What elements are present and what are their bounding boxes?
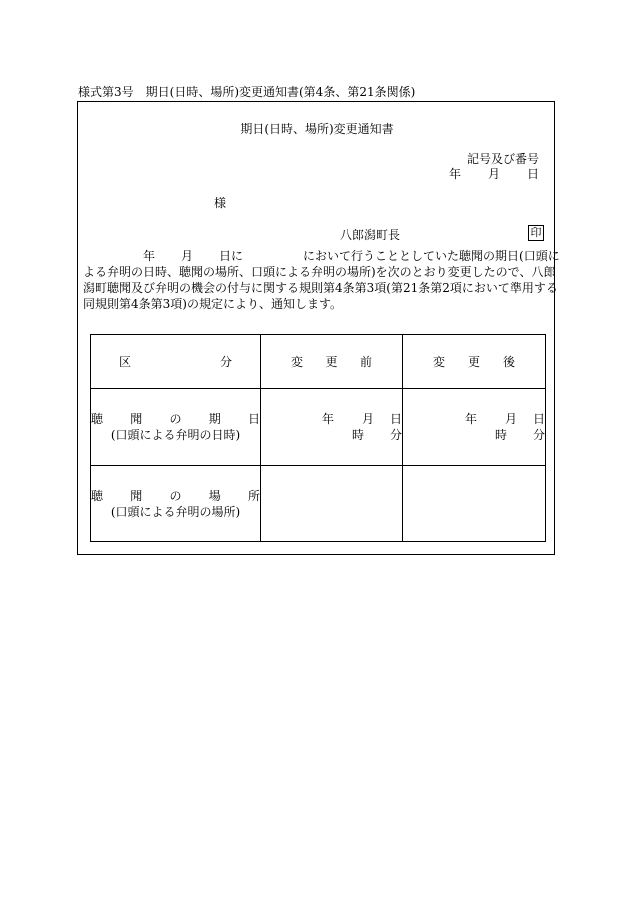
body-line-1 bbox=[83, 248, 560, 264]
form-caption: 様式第3号 期日(日時、場所)変更通知書(第4条、第21条関係) bbox=[78, 85, 416, 99]
label-char: 聞 bbox=[130, 412, 143, 426]
row-label-place bbox=[91, 466, 261, 542]
label-char: 聴 bbox=[91, 412, 104, 426]
before-datetime bbox=[261, 389, 403, 466]
header-after-char: 後 bbox=[502, 354, 515, 369]
header-category-char: 区 bbox=[119, 354, 132, 369]
issue-date-year: 年 bbox=[449, 167, 462, 181]
after-minute: 分 bbox=[532, 428, 545, 442]
label-char: 所 bbox=[247, 488, 260, 503]
addressee-suffix: 様 bbox=[214, 196, 227, 210]
header-category bbox=[91, 335, 261, 389]
table-row bbox=[91, 389, 546, 466]
after-hour: 時 bbox=[494, 428, 507, 442]
row-sublabel: (口頭による弁明の日時) bbox=[110, 428, 241, 442]
before-minute: 分 bbox=[389, 428, 402, 442]
after-month: 月 bbox=[504, 412, 517, 426]
body-line-2: よる弁明の日時、聴聞の場所、口頭による弁明の場所)を次のとおり変更したので、八郎 bbox=[83, 265, 556, 279]
seal-stamp-box: 印 bbox=[528, 225, 544, 241]
header-before-char: 前 bbox=[359, 354, 372, 369]
table-header-row bbox=[91, 335, 546, 389]
body-day: 日に bbox=[219, 249, 244, 263]
sender-name: 八郎潟町長 bbox=[340, 228, 401, 242]
label-char: 聞 bbox=[130, 488, 143, 503]
after-datetime bbox=[403, 389, 546, 466]
row-label-date bbox=[91, 389, 261, 466]
change-table bbox=[90, 334, 546, 542]
before-month: 月 bbox=[361, 412, 374, 426]
label-char: の bbox=[169, 412, 182, 426]
before-hour: 時 bbox=[351, 428, 364, 442]
row-sublabel: (口頭による弁明の場所) bbox=[110, 504, 241, 519]
label-char: 場 bbox=[208, 488, 221, 503]
body-month: 月 bbox=[181, 249, 194, 263]
body-line-3: 潟町聴聞及び弁明の機会の付与に関する規則第4条第3項(第21条第2項において準用する bbox=[83, 281, 558, 295]
body-year: 年 bbox=[143, 249, 156, 263]
header-after bbox=[403, 335, 546, 389]
after-year: 年 bbox=[464, 412, 477, 426]
label-char: 期 bbox=[208, 412, 221, 426]
after-day: 日 bbox=[532, 412, 545, 426]
before-place bbox=[261, 466, 403, 542]
body-line-1-rest: において行うこととしていた聴聞の期日(口頭に bbox=[303, 249, 560, 263]
label-char: の bbox=[169, 488, 182, 503]
document-title: 期日(日時、場所)変更通知書 bbox=[240, 122, 394, 136]
body-line-4: 同規則第4条第3項)の規定により、通知します。 bbox=[83, 297, 342, 311]
notice-frame bbox=[77, 101, 560, 555]
header-category-char: 分 bbox=[219, 354, 232, 369]
issue-date-day: 日 bbox=[526, 167, 539, 181]
document-number-label: 記号及び番号 bbox=[466, 152, 539, 166]
before-day: 日 bbox=[389, 412, 402, 426]
header-before-char: 変 bbox=[291, 354, 304, 369]
notice-body bbox=[83, 248, 560, 312]
header-after-char: 変 bbox=[433, 354, 446, 369]
header-after-char: 更 bbox=[467, 354, 480, 369]
label-char: 日 bbox=[247, 412, 260, 426]
issue-date bbox=[449, 168, 539, 180]
issue-date-month: 月 bbox=[487, 167, 500, 181]
after-place bbox=[403, 466, 546, 542]
header-before bbox=[261, 335, 403, 389]
table-row bbox=[91, 466, 546, 542]
header-before-char: 更 bbox=[325, 354, 338, 369]
before-year: 年 bbox=[321, 412, 334, 426]
label-char: 聴 bbox=[91, 488, 104, 503]
